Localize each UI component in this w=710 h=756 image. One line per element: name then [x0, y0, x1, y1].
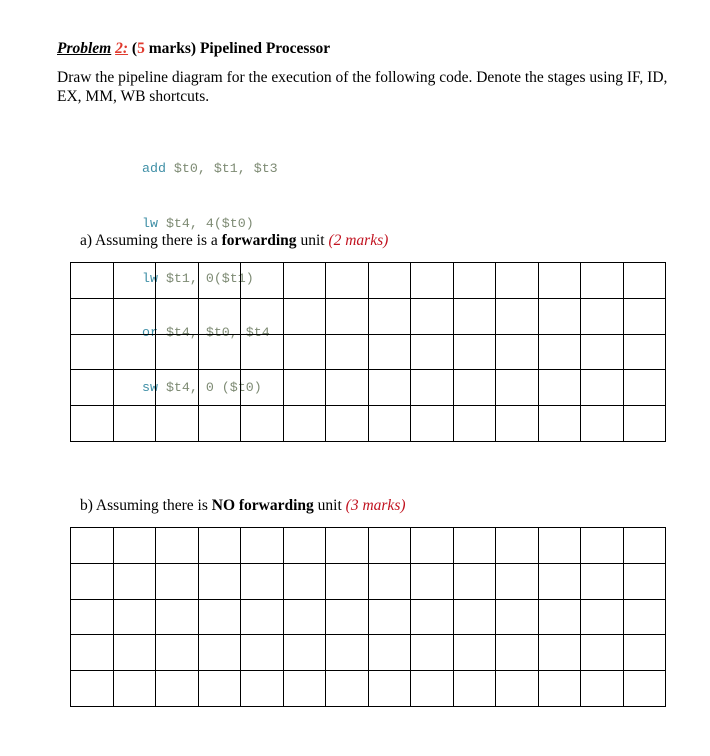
grid-cell[interactable]: [623, 528, 666, 564]
grid-cell[interactable]: [368, 263, 411, 299]
grid-row: [71, 599, 666, 635]
grid-cell[interactable]: [581, 599, 624, 635]
marks-open: (: [131, 40, 138, 57]
grid-cell[interactable]: [71, 263, 114, 299]
grid-cell[interactable]: [581, 263, 624, 299]
grid-cell[interactable]: [198, 599, 241, 635]
part-a-bold: forwarding: [221, 232, 297, 249]
part-a-prefix: a) Assuming there is a: [80, 232, 222, 249]
grid-cell[interactable]: [453, 635, 496, 671]
grid-cell[interactable]: [326, 599, 369, 635]
grid-cell[interactable]: [283, 406, 326, 442]
grid-cell[interactable]: [283, 599, 326, 635]
grid-cell[interactable]: [368, 563, 411, 599]
grid-cell[interactable]: [581, 563, 624, 599]
grid-cell[interactable]: [156, 298, 199, 334]
grid-cell[interactable]: [113, 635, 156, 671]
grid-cell[interactable]: [326, 370, 369, 406]
grid-cell[interactable]: [538, 263, 581, 299]
grid-row: [71, 528, 666, 564]
grid-cell[interactable]: [241, 406, 284, 442]
grid-cell[interactable]: [581, 370, 624, 406]
grid-cell[interactable]: [326, 406, 369, 442]
code-op: lw: [142, 270, 158, 286]
grid-cell[interactable]: [283, 671, 326, 707]
grid-cell[interactable]: [283, 563, 326, 599]
grid-cell[interactable]: [113, 563, 156, 599]
grid-cell[interactable]: [496, 635, 539, 671]
grid-cell[interactable]: [411, 563, 454, 599]
grid-cell[interactable]: [368, 298, 411, 334]
problem-label: Problem: [57, 40, 112, 57]
grid-cell[interactable]: [623, 599, 666, 635]
grid-cell[interactable]: [411, 671, 454, 707]
grid-cell[interactable]: [453, 334, 496, 370]
grid-cell[interactable]: [113, 671, 156, 707]
grid-cell[interactable]: [453, 370, 496, 406]
grid-cell[interactable]: [496, 370, 539, 406]
grid-cell[interactable]: [581, 671, 624, 707]
grid-cell[interactable]: [71, 528, 114, 564]
grid-cell[interactable]: [241, 263, 284, 299]
grid-cell[interactable]: [113, 263, 156, 299]
grid-cell[interactable]: [411, 298, 454, 334]
grid-cell[interactable]: [241, 599, 284, 635]
grid-cell[interactable]: [71, 671, 114, 707]
grid-cell[interactable]: [156, 334, 199, 370]
grid-cell[interactable]: [411, 406, 454, 442]
grid-cell[interactable]: [241, 671, 284, 707]
grid-cell[interactable]: [198, 671, 241, 707]
grid-cell[interactable]: [198, 563, 241, 599]
grid-cell[interactable]: [496, 599, 539, 635]
part-b-label: [80, 497, 406, 515]
grid-cell[interactable]: [623, 263, 666, 299]
grid-cell[interactable]: [326, 671, 369, 707]
grid-cell[interactable]: [368, 671, 411, 707]
grid-cell[interactable]: [198, 635, 241, 671]
grid-cell[interactable]: [581, 406, 624, 442]
grid-row: [71, 263, 666, 299]
grid-cell[interactable]: [411, 528, 454, 564]
grid-cell[interactable]: [156, 635, 199, 671]
grid-cell[interactable]: [496, 528, 539, 564]
grid-cell[interactable]: [411, 599, 454, 635]
grid-cell[interactable]: [198, 298, 241, 334]
code-args: $t1, 0($t1): [157, 270, 254, 286]
grid-cell[interactable]: [368, 370, 411, 406]
code-args: $t4, 4($t0): [157, 216, 254, 232]
grid-cell[interactable]: [113, 528, 156, 564]
part-a-label: [80, 232, 388, 250]
grid-cell[interactable]: [283, 370, 326, 406]
problem-heading: [57, 40, 330, 58]
grid-cell[interactable]: [411, 635, 454, 671]
grid-cell[interactable]: [71, 563, 114, 599]
grid-cell[interactable]: [581, 528, 624, 564]
grid-cell[interactable]: [538, 298, 581, 334]
grid-cell[interactable]: [623, 563, 666, 599]
grid-cell[interactable]: [156, 599, 199, 635]
grid-cell[interactable]: [368, 528, 411, 564]
grid-cell[interactable]: [623, 370, 666, 406]
grid-cell[interactable]: [453, 298, 496, 334]
grid-cell[interactable]: [283, 635, 326, 671]
grid-cell[interactable]: [538, 334, 581, 370]
grid-cell[interactable]: [581, 298, 624, 334]
grid-cell[interactable]: [241, 563, 284, 599]
grid-cell[interactable]: [453, 563, 496, 599]
grid-cell[interactable]: [453, 263, 496, 299]
grid-cell[interactable]: [538, 370, 581, 406]
grid-cell[interactable]: [326, 334, 369, 370]
grid-cell[interactable]: [411, 370, 454, 406]
grid-cell[interactable]: [113, 599, 156, 635]
grid-cell[interactable]: [453, 671, 496, 707]
grid-cell[interactable]: [496, 298, 539, 334]
grid-cell[interactable]: [113, 334, 156, 370]
code-args: $t0, $t1, $t3: [165, 161, 278, 177]
grid-cell[interactable]: [156, 406, 199, 442]
grid-row: [71, 370, 666, 406]
grid-cell[interactable]: [156, 370, 199, 406]
grid-cell[interactable]: [198, 334, 241, 370]
grid-cell[interactable]: [623, 671, 666, 707]
grid-cell[interactable]: [283, 298, 326, 334]
grid-cell[interactable]: [623, 334, 666, 370]
grid-row: [71, 563, 666, 599]
grid-cell[interactable]: [198, 370, 241, 406]
grid-cell[interactable]: [283, 528, 326, 564]
grid-cell[interactable]: [71, 406, 114, 442]
part-b-prefix: b) Assuming there is: [80, 497, 212, 514]
grid-cell[interactable]: [496, 406, 539, 442]
grid-row: [71, 635, 666, 671]
pipeline-grid-no-forwarding: [70, 527, 666, 707]
grid-cell[interactable]: [113, 298, 156, 334]
grid-cell[interactable]: [538, 635, 581, 671]
grid-cell[interactable]: [411, 263, 454, 299]
part-b-bold: NO forwarding: [211, 497, 314, 514]
grid-cell[interactable]: [453, 599, 496, 635]
grid-cell[interactable]: [581, 635, 624, 671]
code-line: [142, 215, 278, 233]
code-op: sw: [142, 379, 158, 395]
grid-cell[interactable]: [156, 563, 199, 599]
grid-cell[interactable]: [623, 406, 666, 442]
grid-cell[interactable]: [453, 406, 496, 442]
grid-row: [71, 298, 666, 334]
grid-cell[interactable]: [241, 635, 284, 671]
grid-cell[interactable]: [241, 528, 284, 564]
grid-cell[interactable]: [241, 370, 284, 406]
heading-title: marks) Pipelined Processor: [144, 40, 331, 57]
grid-cell[interactable]: [581, 334, 624, 370]
grid-row: [71, 406, 666, 442]
part-a-marks: (2 marks): [328, 232, 389, 249]
grid-cell[interactable]: [368, 635, 411, 671]
grid-cell[interactable]: [453, 528, 496, 564]
problem-number: 2:: [115, 40, 129, 57]
grid-cell[interactable]: [538, 563, 581, 599]
grid-row: [71, 334, 666, 370]
grid-cell[interactable]: [326, 635, 369, 671]
grid-cell[interactable]: [156, 263, 199, 299]
grid-cell[interactable]: [71, 334, 114, 370]
grid-cell[interactable]: [411, 334, 454, 370]
grid-cell[interactable]: [538, 528, 581, 564]
code-op: or: [142, 325, 158, 341]
grid-cell[interactable]: [368, 334, 411, 370]
grid-row: [71, 671, 666, 707]
grid-cell[interactable]: [326, 298, 369, 334]
grid-cell[interactable]: [326, 563, 369, 599]
grid-cell[interactable]: [71, 599, 114, 635]
code-args: $t4, $t0, $t4: [157, 325, 270, 341]
grid-cell[interactable]: [368, 406, 411, 442]
grid-cell[interactable]: [283, 334, 326, 370]
grid-cell[interactable]: [496, 263, 539, 299]
code-args: $t4, 0 ($t0): [157, 379, 262, 395]
grid-cell[interactable]: [241, 334, 284, 370]
pipeline-grid-forwarding: [70, 262, 666, 442]
grid-cell[interactable]: [71, 298, 114, 334]
part-a-suffix: unit: [296, 232, 329, 249]
grid-cell[interactable]: [538, 406, 581, 442]
grid-cell[interactable]: [496, 671, 539, 707]
grid-cell[interactable]: [113, 406, 156, 442]
code-op: lw: [142, 216, 158, 232]
grid-cell[interactable]: [538, 599, 581, 635]
grid-cell[interactable]: [496, 563, 539, 599]
code-line: [142, 160, 278, 178]
grid-cell[interactable]: [538, 671, 581, 707]
part-b-marks: (3 marks): [345, 497, 406, 514]
grid-cell[interactable]: [326, 263, 369, 299]
grid-cell[interactable]: [156, 528, 199, 564]
grid-cell[interactable]: [198, 528, 241, 564]
marks-number: 5: [137, 40, 145, 57]
grid-cell[interactable]: [198, 406, 241, 442]
part-b-suffix: unit: [313, 497, 346, 514]
grid-cell[interactable]: [241, 298, 284, 334]
grid-cell[interactable]: [326, 528, 369, 564]
grid-cell[interactable]: [71, 370, 114, 406]
grid-cell[interactable]: [368, 599, 411, 635]
instructions: Draw the pipeline diagram for the execution of the following code. Denote the stages using IF, ID, EX, MM, WB shortcuts.: [57, 69, 668, 105]
grid-cell[interactable]: [623, 635, 666, 671]
grid-cell[interactable]: [283, 263, 326, 299]
code-op: add: [142, 161, 166, 177]
grid-cell[interactable]: [156, 671, 199, 707]
grid-cell[interactable]: [113, 370, 156, 406]
grid-cell[interactable]: [71, 635, 114, 671]
grid-cell[interactable]: [623, 298, 666, 334]
grid-cell[interactable]: [198, 263, 241, 299]
grid-cell[interactable]: [496, 334, 539, 370]
